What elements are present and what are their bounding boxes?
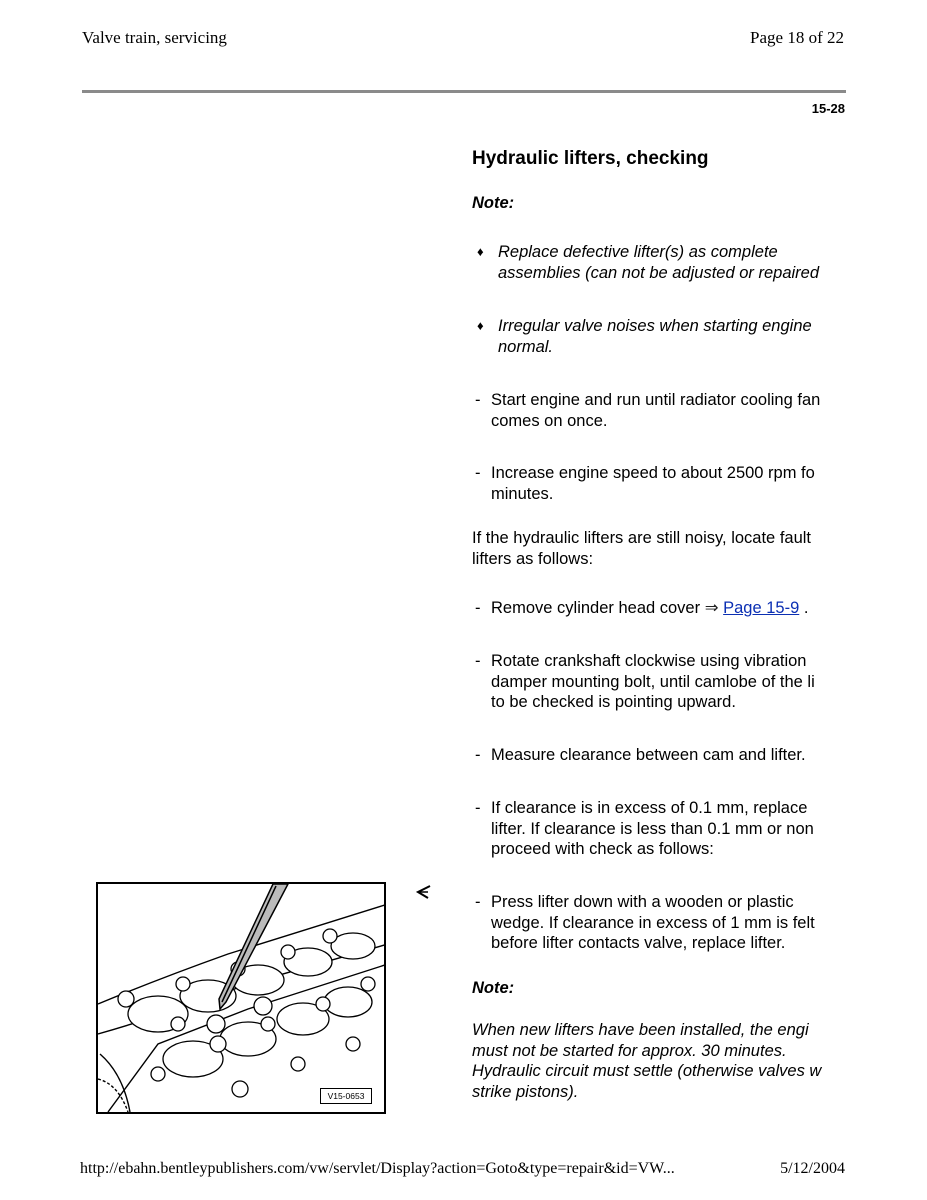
bullet-line: normal. (498, 337, 554, 356)
diamond-bullet-icon: ♦ (477, 318, 484, 333)
step-dash: - (475, 599, 481, 617)
procedure-step (472, 463, 815, 504)
pointer-arrow-icon (416, 884, 432, 905)
step-line: Measure clearance between cam and lifter. (491, 746, 806, 764)
reference-arrow-icon: ⇒ (704, 599, 719, 617)
procedure-step (472, 651, 815, 713)
step-line: minutes. (491, 484, 554, 503)
step-line: If clearance is in excess of 0.1 mm, replace (491, 799, 808, 817)
procedure-step (472, 892, 815, 954)
paragraph-line: If the hydraulic lifters are still noisy, locate fault (472, 529, 812, 547)
procedure-step (472, 390, 820, 431)
step-dash: - (475, 799, 481, 817)
note-label: Note: (472, 194, 515, 212)
step-dash: - (475, 391, 481, 409)
step-line: Press lifter down with a wooden or plastic (491, 893, 794, 911)
pointer-arrow-icon-svg (416, 884, 432, 900)
step-line: comes on once. (491, 411, 608, 430)
note-bullet (472, 242, 819, 283)
step-line: Increase engine speed to about 2500 rpm fo (491, 464, 815, 482)
page-number: 15-28 (811, 101, 845, 116)
step-line: Start engine and run until radiator cooling fan (491, 391, 821, 409)
footer-url: http://ebahn.bentleypublishers.com/vw/servlet/Display?action=Goto&type=repair&id=VW... (80, 1160, 675, 1177)
note-line: Hydraulic circuit must settle (otherwise valves w (472, 1062, 822, 1080)
header-title: Valve train, servicing (82, 28, 227, 47)
bullet-line: assemblies (can not be adjusted or repaired (498, 263, 820, 282)
note-line: must not be started for approx. 30 minutes. (472, 1041, 787, 1060)
footer-date: 5/12/2004 (780, 1160, 845, 1177)
step-line: Rotate crankshaft clockwise using vibration (491, 652, 807, 670)
paragraph (472, 528, 811, 569)
step-line: lifter. If clearance is less than 0.1 mm or non (491, 819, 814, 838)
step-tail: . (803, 599, 809, 617)
figure-label: V15-0653 (320, 1088, 372, 1104)
step-line: proceed with check as follows: (491, 840, 714, 858)
header-page-count: Page 18 of 22 (750, 28, 844, 47)
note-bullet (472, 316, 812, 357)
step-dash: - (475, 746, 481, 764)
step-dash: - (475, 893, 481, 911)
note-line: strike pistons). (472, 1082, 579, 1101)
step-dash: - (475, 652, 481, 670)
step-line: before lifter contacts valve, replace lifter. (491, 934, 786, 952)
diamond-bullet-icon: ♦ (477, 244, 484, 259)
paragraph-line: lifters as follows: (472, 549, 594, 568)
section-heading: Hydraulic lifters, checking (472, 148, 709, 169)
step-dash: - (475, 464, 481, 482)
note-label: Note: (472, 979, 515, 997)
step-line: wedge. If clearance in excess of 1 mm is felt (491, 913, 815, 932)
bullet-line: Irregular valve noises when starting engine (498, 317, 812, 335)
procedure-content (472, 0, 846, 1200)
procedure-step (472, 798, 814, 860)
lifter-check-illustration (96, 882, 386, 1114)
procedure-step (472, 745, 806, 766)
note-text (472, 1020, 821, 1102)
step-line: to be checked is pointing upward. (491, 693, 736, 711)
procedure-step (472, 598, 808, 619)
step-line: damper mounting bolt, until camlobe of the li (491, 672, 815, 691)
cylinder-head-drawing (98, 884, 384, 1112)
page-link[interactable]: Page 15-9 (723, 599, 800, 617)
note-line: When new lifters have been installed, the engi (472, 1021, 809, 1039)
bullet-line: Replace defective lifter(s) as complete (498, 243, 778, 261)
step-text: Remove cylinder head cover (491, 599, 701, 617)
